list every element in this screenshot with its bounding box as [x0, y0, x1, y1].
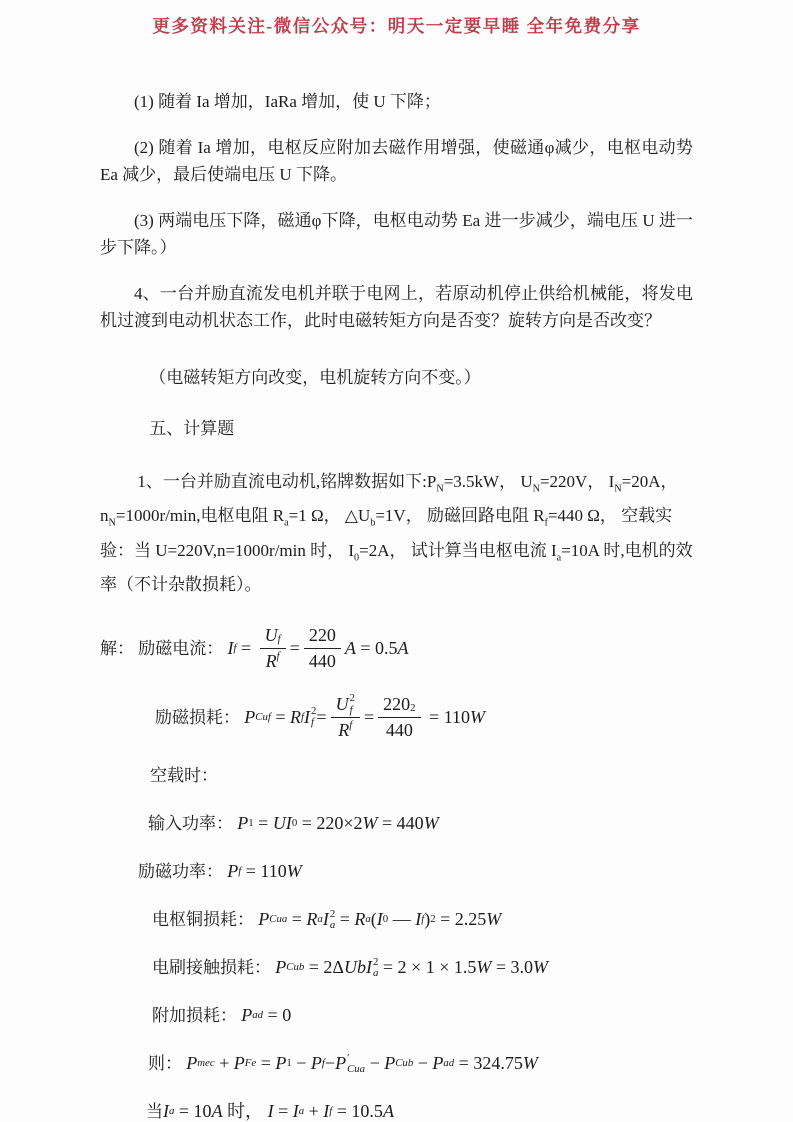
solution-line-brush-contact-loss: [152, 954, 693, 981]
section-title-calculation: 五、计算题: [149, 419, 235, 438]
solution-line-additional-loss: [152, 1002, 693, 1029]
promo-header: 更多资料关注-微信公众号：明天一定要早睡 全年免费分享: [152, 16, 641, 36]
formula-label: 电刷接触损耗：: [152, 958, 276, 978]
formula: P Cuf = R f I 2 f = U 2 f R f = 220 2 440 = 110 W: [244, 692, 486, 740]
page-content: [0, 38, 793, 1122]
formula: I a = 10 A 时， I = I a + I f = 10.5 A: [163, 1101, 394, 1122]
formula: P Cua = R a I 2 a = R a ( I 0 — I f ) 2 = 2.25 W: [258, 907, 502, 931]
formula-label: 解： 励磁电流：: [100, 638, 228, 658]
formula: P 1 = UI 0 = 220×2 W = 440 W: [237, 813, 439, 834]
formula: I f = U f R f = $\frac{220}{440}$ A = 0.5 A: [227, 625, 409, 671]
solution-line-field-current: [100, 624, 693, 672]
solution-line-input-power: [148, 810, 693, 837]
formula-label: 当: [146, 1102, 163, 1122]
formula-label: 励磁损耗：: [155, 707, 245, 727]
solution-line-total-current: [146, 1098, 693, 1122]
solution-line-field-power: [138, 858, 693, 885]
formula-label: 励磁功率：: [138, 862, 228, 882]
formula: P f = 110 W: [227, 861, 302, 882]
formula: P Cub = 2Δ Ub I 2 a = 2 × 1 × 1.5 W = 3.0 W: [275, 955, 549, 979]
solution-line-field-loss: [155, 693, 693, 741]
answer-point-3: (3) 两端电压下降，磁通φ下降，电枢电动势 Ea 进一步减少，端电压 U 进一步下降。）: [100, 211, 693, 257]
answer-point-1: (1) 随着 Ia 增加，IaRa 增加，使 U 下降；: [134, 92, 441, 111]
formula: P mec + P Fe = P 1 − P f − P ′ Cua − P Cub − P ad = 324.75 W: [186, 1051, 538, 1075]
answer-point-2: (2) 随着 Ia 增加，电枢反应附加去磁作用增强，使磁通φ减少，电枢电动势 Ea 减少，最后使端电压 U 下降。: [100, 138, 693, 184]
formula-label: 则：: [148, 1054, 187, 1074]
formula-label: 输入功率：: [148, 814, 238, 834]
solution-line-armature-copper-loss: [152, 906, 693, 933]
question-4: 4、一台并励直流发电机并联于电网上，若原动机停止供给机械能，将发电机过渡到电动机状态工作，此时电磁转矩方向是否变？旋转方向是否改变？: [100, 284, 693, 330]
answer-4: （电磁转矩方向改变，电机旋转方向不变。）: [149, 368, 481, 387]
problem-statement: 1、一台并励直流电动机,铭牌数据如下$:P_N=3.5kW$， $U_N=220V$， $I_N=20A$， $n_N=1000r/\min$,电枢电阻 $R_a=1$ Ω， $\triangle U_b=1V$， 励磁回路电阻 $R_f=440$ Ω， 空载实验：当 U=220V,n=1000r/min 时， $I_0=2A$， 试计算当电枢电流 $I_a=10A$ 时,电机的效率（不计杂散损耗）。: [100, 472, 693, 595]
formula-label: 电枢铜损耗：: [152, 910, 259, 930]
solution-block: [100, 624, 693, 1122]
formula-label: 附加损耗：: [152, 1006, 242, 1026]
formula: P ad = 0: [241, 1005, 292, 1026]
solution-line-noload: [150, 762, 693, 789]
solution-line-mech-iron-loss: [148, 1050, 693, 1077]
formula-label: 空载时：: [150, 766, 218, 786]
